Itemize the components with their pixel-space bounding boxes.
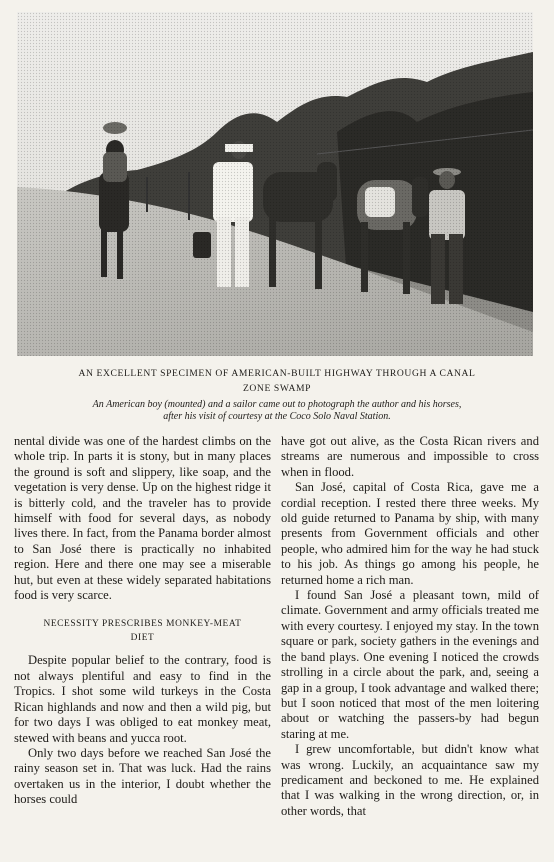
body-paragraph: nental divide was one of the hardest climbs on the whole trip. In parts it is stony, but in many places the ground is soft and slippery, like soap, and the vegetation is very dense. Up on the highest ridge it is bitterly cold, and the traveler has to provide himself with food for several days, as nobody lives there. In fact, from the Panama border almost to San José there is practically no inhabited region. Here and there one may see a miserable hut, but even at these widely separated habitations food is very scarce.: [14, 434, 271, 603]
body-paragraph: Only two days before we reached San José the rainy season set in. That was luck. Had the rains overtaken us in the interior, I doubt whether the horses could: [14, 745, 271, 807]
photograph-icon: [17, 12, 533, 356]
photo-caption-description: [30, 399, 524, 423]
right-column: [281, 434, 539, 819]
caption-title-line: ZONE SWAMP: [242, 383, 312, 394]
section-subheading: [14, 617, 271, 645]
body-paragraph: Despite popular belief to the contrary, food is not always plentiful and easy to find in the Tropics. I shot some wild turkeys in the Costa Rican highlands and now and then a wild pig, but for two days I was obliged to eat monkey meat, stewed with beans and yucca root.: [14, 653, 271, 745]
body-paragraph: San José, capital of Costa Rica, gave me a cordial reception. I rested there three weeks. My old guide returned to Panama by ship, with many presents from Government officials and other people, who admired him for the way he had stuck to his job. As things go among his people, he returned home a rich man.: [281, 480, 539, 587]
body-paragraph: I found San José a pleasant town, mild of climate. Government and army officials treated me with every courtesy. I enjoyed my stay. In the town square or park, society gathers in the evenings and the band plays. One evening I noticed the crowds strolling in a circle about the park, and, seeing a gap in a group, I took advantage and walked there; but I soon noticed that most of the men loitering about or watching the passers-by had begun staring at me.: [281, 588, 539, 741]
photo-caption-title: [30, 366, 524, 396]
caption-sub-line: after his visit of courtesy at the Coco Solo Naval Station.: [163, 411, 391, 422]
subheading-line: NECESSITY PRESCRIBES MONKEY-MEAT: [43, 619, 242, 630]
subheading-line: DIET: [130, 633, 155, 644]
caption-sub-line: An American boy (mounted) and a sailor came out to photograph the author and his horses,: [92, 399, 462, 410]
road-photograph: [17, 12, 533, 356]
body-paragraph: have got out alive, as the Costa Rican rivers and streams are numerous and impossible to cross when in flood.: [281, 434, 539, 479]
body-paragraph: I grew uncomfortable, but didn't know what was wrong. Luckily, an acquaintance saw my predicament and beckoned to me. He explained that I was walking in the wrong direction, or, in other words, that: [281, 742, 539, 818]
caption-title-line: AN EXCELLENT SPECIMEN OF AMERICAN-BUILT HIGHWAY THROUGH A CANAL: [78, 368, 476, 379]
left-column: [14, 434, 271, 808]
